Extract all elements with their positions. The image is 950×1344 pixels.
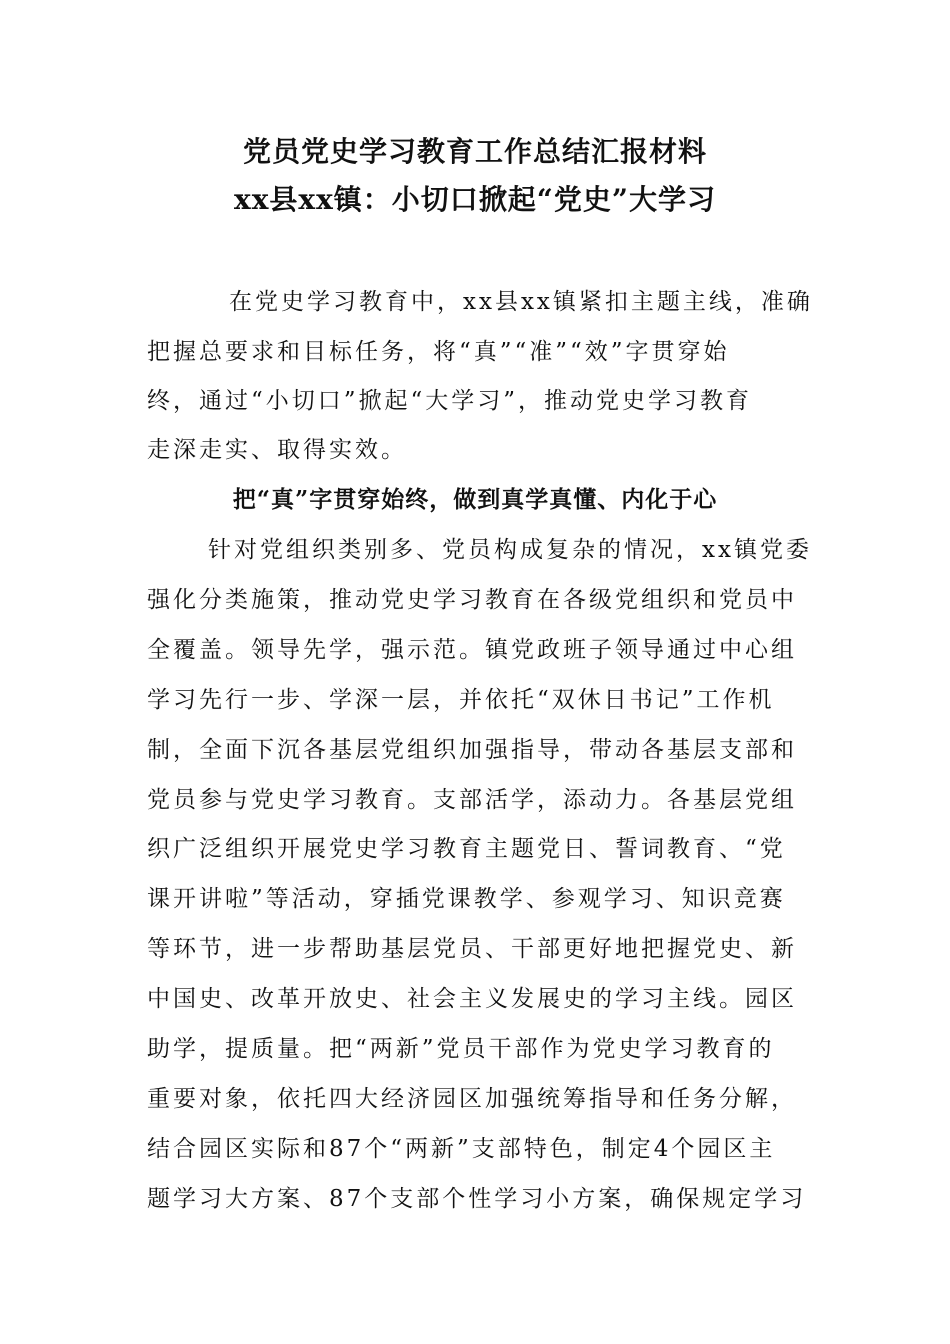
section-heading: 把“真”字贯穿始终，做到真学真懂、内化于心 (232, 486, 718, 513)
body-paragraph-line: 等环节，进一步帮助基层党员、干部更好地把握党史、新 (147, 936, 797, 962)
body-paragraph-line: 课开讲啦”等活动，穿插党课教学、参观学习、知识竞赛 (147, 886, 786, 912)
intro-paragraph-line: 把握总要求和目标任务，将“真”“准”“效”字贯穿始 (147, 339, 730, 365)
document-title: 党员党史学习教育工作总结汇报材料 (242, 135, 707, 168)
body-paragraph-line: 中国史、改革开放史、社会主义发展史的学习主线。园区 (147, 986, 797, 1012)
body-paragraph-line: 党员参与党史学习教育。支部活学，添动力。各基层党组 (147, 787, 797, 813)
document-subtitle: xx县xx镇：小切口掀起“党史”大学习 (234, 183, 716, 216)
intro-paragraph-line: 在党史学习教育中，xx县xx镇紧扣主题主线，准确 (229, 289, 813, 315)
body-paragraph-line: 全覆盖。领导先学，强示范。镇党政班子领导通过中心组 (147, 637, 797, 663)
body-paragraph-line: 助学，提质量。把“两新”党员干部作为党史学习教育的 (147, 1036, 775, 1062)
intro-paragraph-line: 终，通过“小切口”掀起“大学习”，推动党史学习教育 (147, 388, 753, 414)
body-paragraph-line: 学习先行一步、学深一层，并依托“双休日书记”工作机 (147, 687, 775, 713)
body-paragraph-line: 重要对象，依托四大经济园区加强统筹指导和任务分解， (147, 1086, 797, 1112)
body-paragraph-line: 强化分类施策，推动党史学习教育在各级党组织和党员中 (147, 587, 797, 613)
body-paragraph-line: 题学习大方案、87个支部个性学习小方案，确保规定学习 (147, 1186, 807, 1212)
body-paragraph-line: 针对党组织类别多、党员构成复杂的情况，xx镇党委 (208, 537, 812, 563)
intro-paragraph-line: 走深走实、取得实效。 (147, 437, 407, 463)
body-paragraph-line: 制，全面下沉各基层党组织加强指导，带动各基层支部和 (147, 737, 797, 763)
body-paragraph-line: 织广泛组织开展党史学习教育主题党日、誓词教育、“党 (147, 836, 786, 862)
body-paragraph-line: 结合园区实际和87个“两新”支部特色，制定4个园区主 (147, 1136, 776, 1162)
